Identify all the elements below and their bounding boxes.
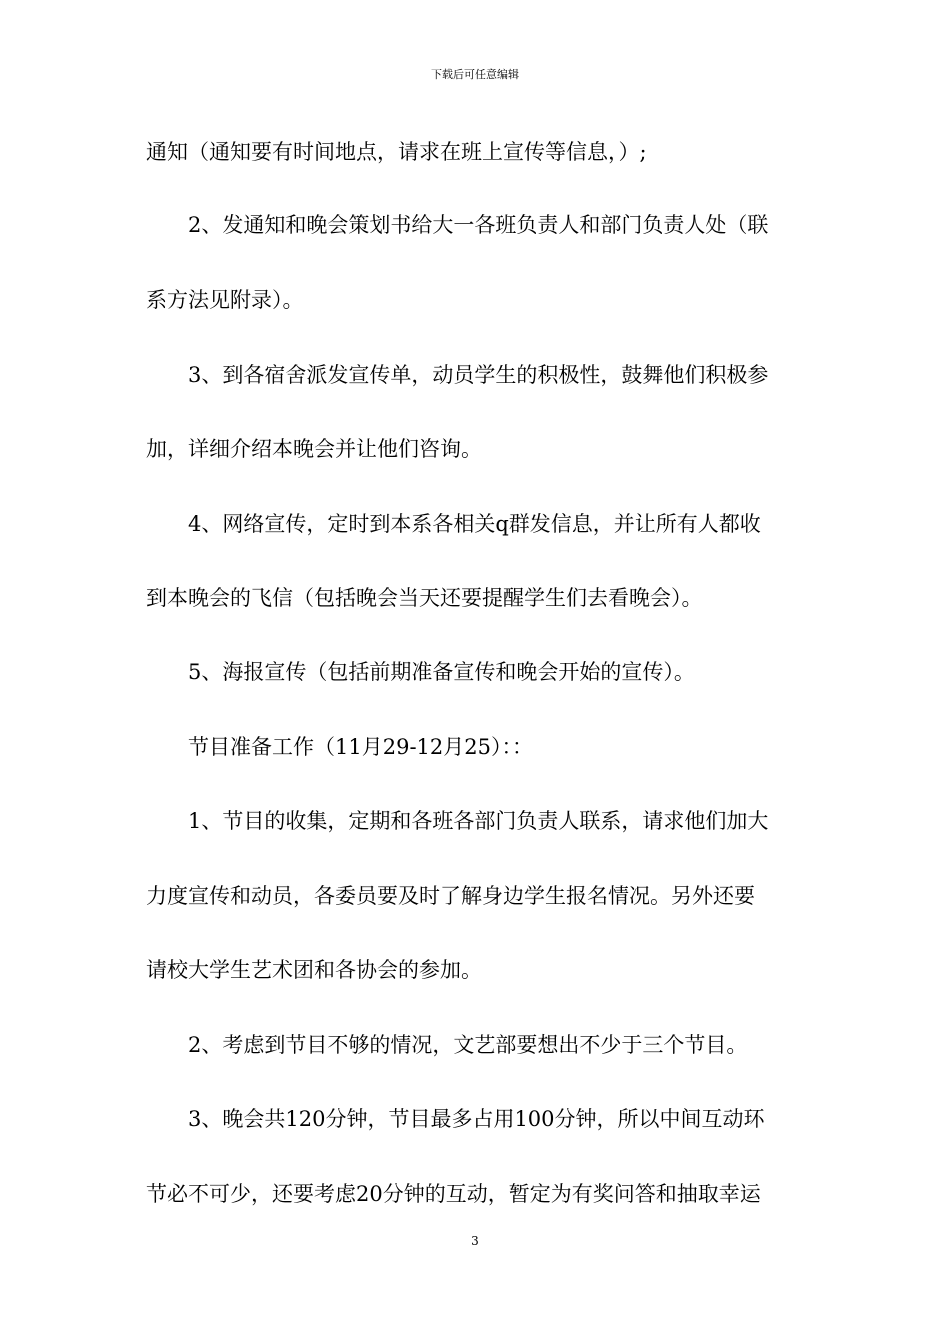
paragraph-line: 3、到各宿舍派发宣传单，动员学生的积极性，鼓舞他们积极参 <box>188 363 769 387</box>
page-number: 3 <box>471 1234 479 1248</box>
paragraph-line: 力度宣传和动员，各委员要及时了解身边学生报名情况。另外还要 <box>146 884 755 908</box>
paragraph-line: 4、网络宣传，定时到本系各相关q群发信息，并让所有人都收 <box>188 512 761 536</box>
paragraph-line: 加，详细介绍本晚会并让他们咨询。 <box>146 437 482 461</box>
paragraph-line: 2、考虑到节目不够的情况，文艺部要想出不少于三个节目。 <box>188 1033 748 1057</box>
paragraph-line: 请校大学生艺术团和各协会的参加。 <box>146 958 482 982</box>
paragraph-line: 2、发通知和晚会策划书给大一各班负责人和部门负责人处（联 <box>188 213 769 237</box>
paragraph-line: 节必不可少，还要考虑20分钟的互动，暂定为有奖问答和抽取幸运 <box>146 1182 761 1206</box>
header-note: 下载后可任意编辑 <box>431 68 519 81</box>
paragraph-line: 系方法见附录）。 <box>146 288 304 312</box>
paragraph-line: 1、节目的收集，定期和各班各部门负责人联系，请求他们加大 <box>188 809 769 833</box>
paragraph-line: 通知（通知要有时间地点，请求在班上宣传等信息，）; <box>146 140 647 164</box>
paragraph-line: 3、晚会共120分钟，节目最多占用100分钟，所以中间互动环 <box>188 1107 765 1131</box>
paragraph-line: 5、海报宣传（包括前期准备宣传和晚会开始的宣传）。 <box>188 660 695 684</box>
paragraph-line: 到本晚会的飞信（包括晚会当天还要提醒学生们去看晚会）。 <box>146 586 703 610</box>
section-heading: 节目准备工作（11月29-12月25）：： <box>188 735 533 759</box>
